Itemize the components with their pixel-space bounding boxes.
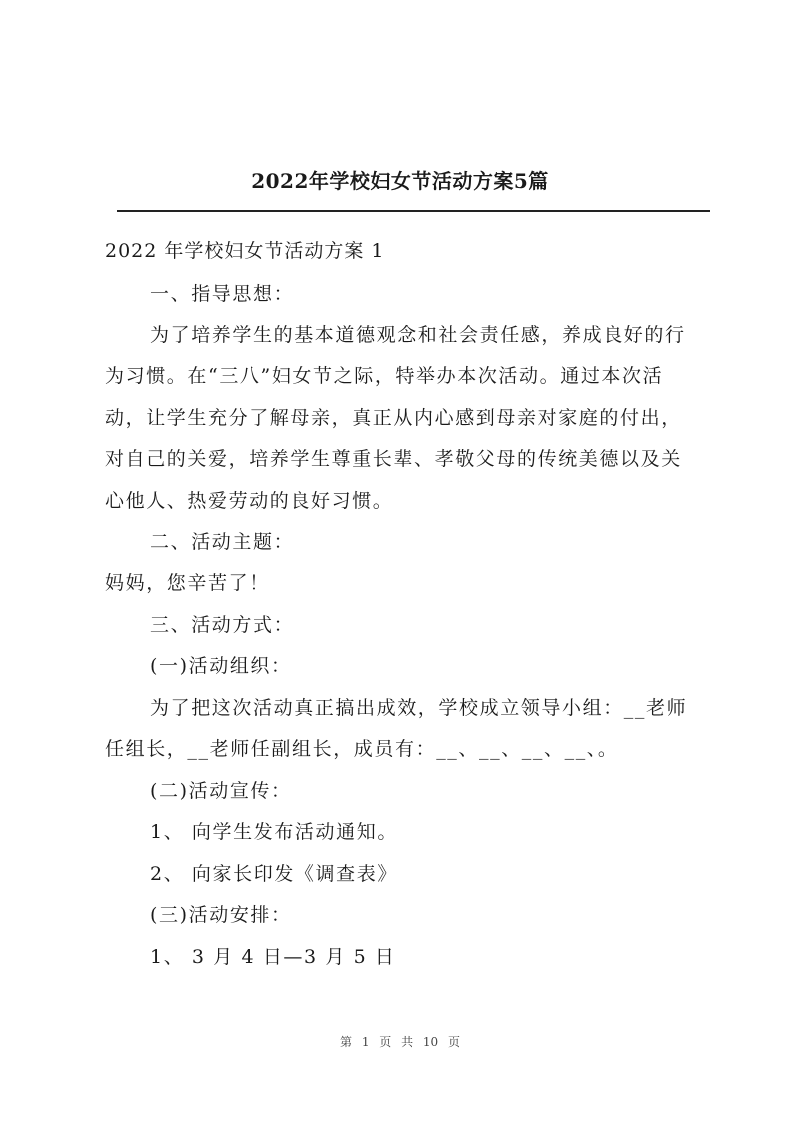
subheading-organization: (一)活动组织： [150,655,292,677]
paragraph-line: 任组长，__老师任副组长，成员有：__、__、__、__、。 [105,738,619,760]
list-item: 1、 向学生发布活动通知。 [150,821,398,843]
paragraph-line: 为了培养学生的基本道德观念和社会责任感，养成良好的行 [150,324,686,346]
heading-theme: 二、活动主题： [150,531,295,553]
heading-method: 三、活动方式： [150,614,295,636]
paragraph-line: 动，让学生充分了解母亲，真正从内心感到母亲对家庭的付出， [105,407,682,429]
list-item: 1、 3 月 4 日—3 月 5 日 [150,946,396,968]
paragraph-line: 对自己的关爱，培养学生尊重长辈、孝敬父母的传统美德以及关 [105,448,682,470]
paragraph-line: 为了把这次活动真正搞出成效，学校成立领导小组：__老师 [150,697,688,719]
list-item: 2、 向家长印发《调查表》 [150,863,398,885]
subheading-arrangement: (三)活动安排： [150,904,292,926]
heading-guiding-thought: 一、指导思想： [150,283,295,305]
paragraph-line: 心他人、热爱劳动的良好习惯。 [105,490,394,512]
section-subtitle: 2022 年学校妇女节活动方案 1 [105,240,385,262]
subheading-publicity: (二)活动宣传： [150,780,292,802]
document-title: 2022年学校妇女节活动方案5篇 [251,169,549,193]
title-divider [117,210,710,212]
theme-text: 妈妈，您辛苦了！ [105,572,270,594]
paragraph-line: 为习惯。在“三八”妇女节之际，特举办本次活动。通过本次活 [105,365,664,387]
page-footer: 第 1 页 共 10 页 [340,1035,460,1049]
